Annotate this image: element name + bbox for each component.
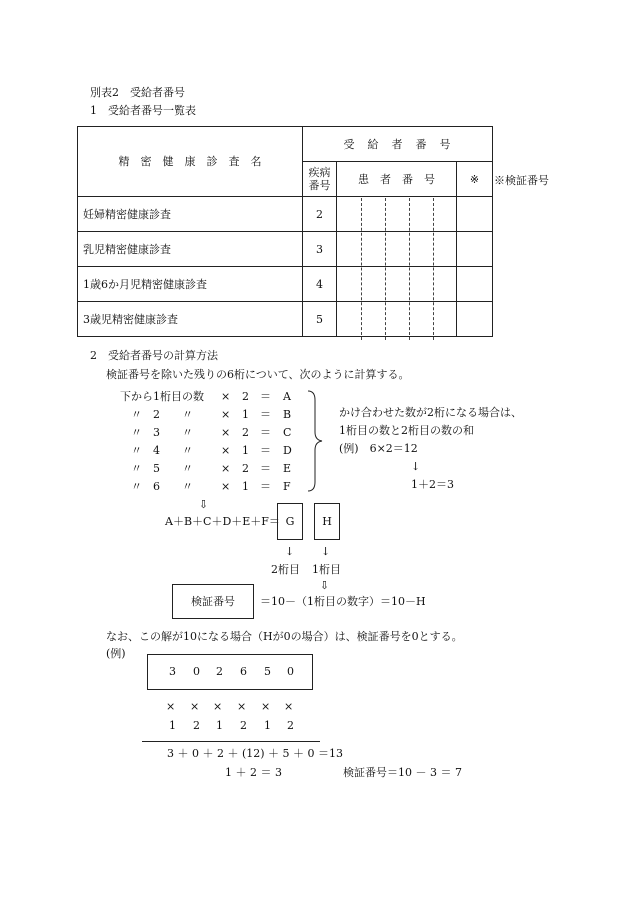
calc-mult: 1 <box>242 444 249 457</box>
note-result: 1＋2＝3 <box>411 478 454 491</box>
calc-mult: 1 <box>242 480 249 493</box>
example-mult: 2 <box>287 719 294 732</box>
calc-op: × <box>221 426 231 439</box>
example-digit: 2 <box>216 665 223 678</box>
check-formula: ＝10－（1桁目の数字）＝10－H <box>260 595 426 608</box>
check-mark-cell <box>457 267 493 302</box>
disease-code-cell: 2 <box>303 197 337 232</box>
example-sum: 3 ＋ 0 ＋ 2 ＋ (12) ＋ 5 ＋ 0 ＝13 <box>167 747 344 760</box>
patient-number-cell <box>337 267 457 302</box>
example-mult: 2 <box>193 719 200 732</box>
patient-number-cell <box>337 232 457 267</box>
calc-var: E <box>283 462 292 475</box>
exam-name-header: 精 密 健 康 診 査 名 <box>78 127 303 197</box>
table-row <box>78 232 493 267</box>
calc-equals: ＝ <box>260 480 271 493</box>
example-op: × <box>284 700 294 713</box>
recipient-number-table <box>77 126 493 337</box>
calc-var: F <box>283 480 291 493</box>
disease-code-cell: 5 <box>303 302 337 337</box>
table-row <box>78 267 493 302</box>
example-digit: 5 <box>264 665 271 678</box>
calc-row-label: 〃 4 〃 <box>131 444 193 457</box>
note-example: (例) 6×2＝12 <box>339 442 418 455</box>
calc-equals: ＝ <box>260 408 271 421</box>
note-digit-sum: 1桁目の数と2桁目の数の和 <box>339 424 474 437</box>
calc-var: B <box>283 408 292 421</box>
arrow-down-icon: ↓ <box>321 545 331 558</box>
appendix-title: 別表2 受給者番号 <box>90 86 185 99</box>
example-digit: 0 <box>287 665 294 678</box>
check-mark-cell <box>457 232 493 267</box>
calc-row-label: 〃 3 〃 <box>131 426 193 439</box>
right-brace-icon <box>306 390 324 492</box>
arrow-down-icon: ⇩ <box>320 579 330 592</box>
mark-header: ※ <box>457 162 493 197</box>
calc-row-label: 〃 2 〃 <box>131 408 193 421</box>
example-check-result: 検証番号＝10 － 3 ＝ 7 <box>343 766 462 779</box>
verification-number-note: ※検証番号 <box>494 174 549 187</box>
calc-var: D <box>283 444 292 457</box>
calc-row-label: 下から1桁目の数 <box>120 390 204 403</box>
calc-var: A <box>283 390 291 403</box>
sum-formula: A＋B＋C＋D＋E＋F＝ <box>165 515 280 528</box>
patient-number-cell <box>337 302 457 337</box>
example-mult: 1 <box>216 719 223 732</box>
calc-op: × <box>221 462 231 475</box>
calc-op: × <box>221 408 231 421</box>
recipient-number-header: 受 給 者 番 号 <box>303 127 493 162</box>
check-number-box: 検証番号 <box>172 584 254 619</box>
exam-name-cell: 妊婦精密健康診査 <box>78 197 303 232</box>
note-two-digit: かけ合わせた数が2桁になる場合は、 <box>339 406 522 419</box>
disease-code-cell: 4 <box>303 267 337 302</box>
box-g: G <box>277 503 303 540</box>
example-op: × <box>261 700 271 713</box>
example-mult: 2 <box>240 719 247 732</box>
arrow-down-icon: ↓ <box>411 460 421 473</box>
digit-divider <box>433 198 434 340</box>
arrow-down-icon: ⇩ <box>199 498 209 511</box>
example-mult: 1 <box>169 719 176 732</box>
disease-code-cell: 3 <box>303 232 337 267</box>
calc-equals: ＝ <box>260 462 271 475</box>
example-digit: 3 <box>169 665 176 678</box>
calc-op: × <box>221 390 231 403</box>
sum-rule <box>142 741 320 742</box>
arrow-down-icon: ↓ <box>285 545 295 558</box>
calc-mult: 2 <box>242 462 249 475</box>
calc-mult: 1 <box>242 408 249 421</box>
example-label: (例) <box>106 647 126 660</box>
second-digit-label: 2桁目 <box>271 563 300 576</box>
box-h: H <box>314 503 340 540</box>
calc-mult: 2 <box>242 426 249 439</box>
calc-mult: 2 <box>242 390 249 403</box>
example-op: × <box>166 700 176 713</box>
calc-row-label: 〃 6 〃 <box>131 480 193 493</box>
example-op: × <box>237 700 247 713</box>
patient-number-header: 患 者 番 号 <box>337 162 457 197</box>
example-op: × <box>213 700 223 713</box>
calc-equals: ＝ <box>260 390 271 403</box>
zero-note: なお、この解が10になる場合（Hが0の場合）は、検証番号を0とする。 <box>106 630 463 643</box>
example-digit-sum: 1 ＋ 2 ＝ 3 <box>225 766 282 779</box>
section1-title: 1 受給者番号一覧表 <box>90 104 196 117</box>
calc-row-label: 〃 5 〃 <box>131 462 193 475</box>
calc-equals: ＝ <box>260 426 271 439</box>
table-row <box>78 197 493 232</box>
patient-number-cell <box>337 197 457 232</box>
first-digit-label: 1桁目 <box>312 563 341 576</box>
digit-divider <box>361 198 362 340</box>
section2-title: 2 受給者番号の計算方法 <box>90 349 218 362</box>
exam-name-cell: 乳児精密健康診査 <box>78 232 303 267</box>
check-mark-cell <box>457 197 493 232</box>
digit-divider <box>409 198 410 340</box>
example-digit: 0 <box>193 665 200 678</box>
disease-number-header: 疾病 番号 <box>303 162 337 197</box>
exam-name-cell: 1歳6か月児精密健康診査 <box>78 267 303 302</box>
section2-intro: 検証番号を除いた残りの6桁について、次のように計算する。 <box>106 368 410 381</box>
example-mult: 1 <box>264 719 271 732</box>
exam-name-cell: 3歳児精密健康診査 <box>78 302 303 337</box>
digit-divider <box>385 198 386 340</box>
example-digit: 6 <box>240 665 247 678</box>
example-op: × <box>190 700 200 713</box>
calc-op: × <box>221 480 231 493</box>
check-mark-cell <box>457 302 493 337</box>
calc-equals: ＝ <box>260 444 271 457</box>
table-row <box>78 302 493 337</box>
calc-op: × <box>221 444 231 457</box>
calc-var: C <box>283 426 292 439</box>
